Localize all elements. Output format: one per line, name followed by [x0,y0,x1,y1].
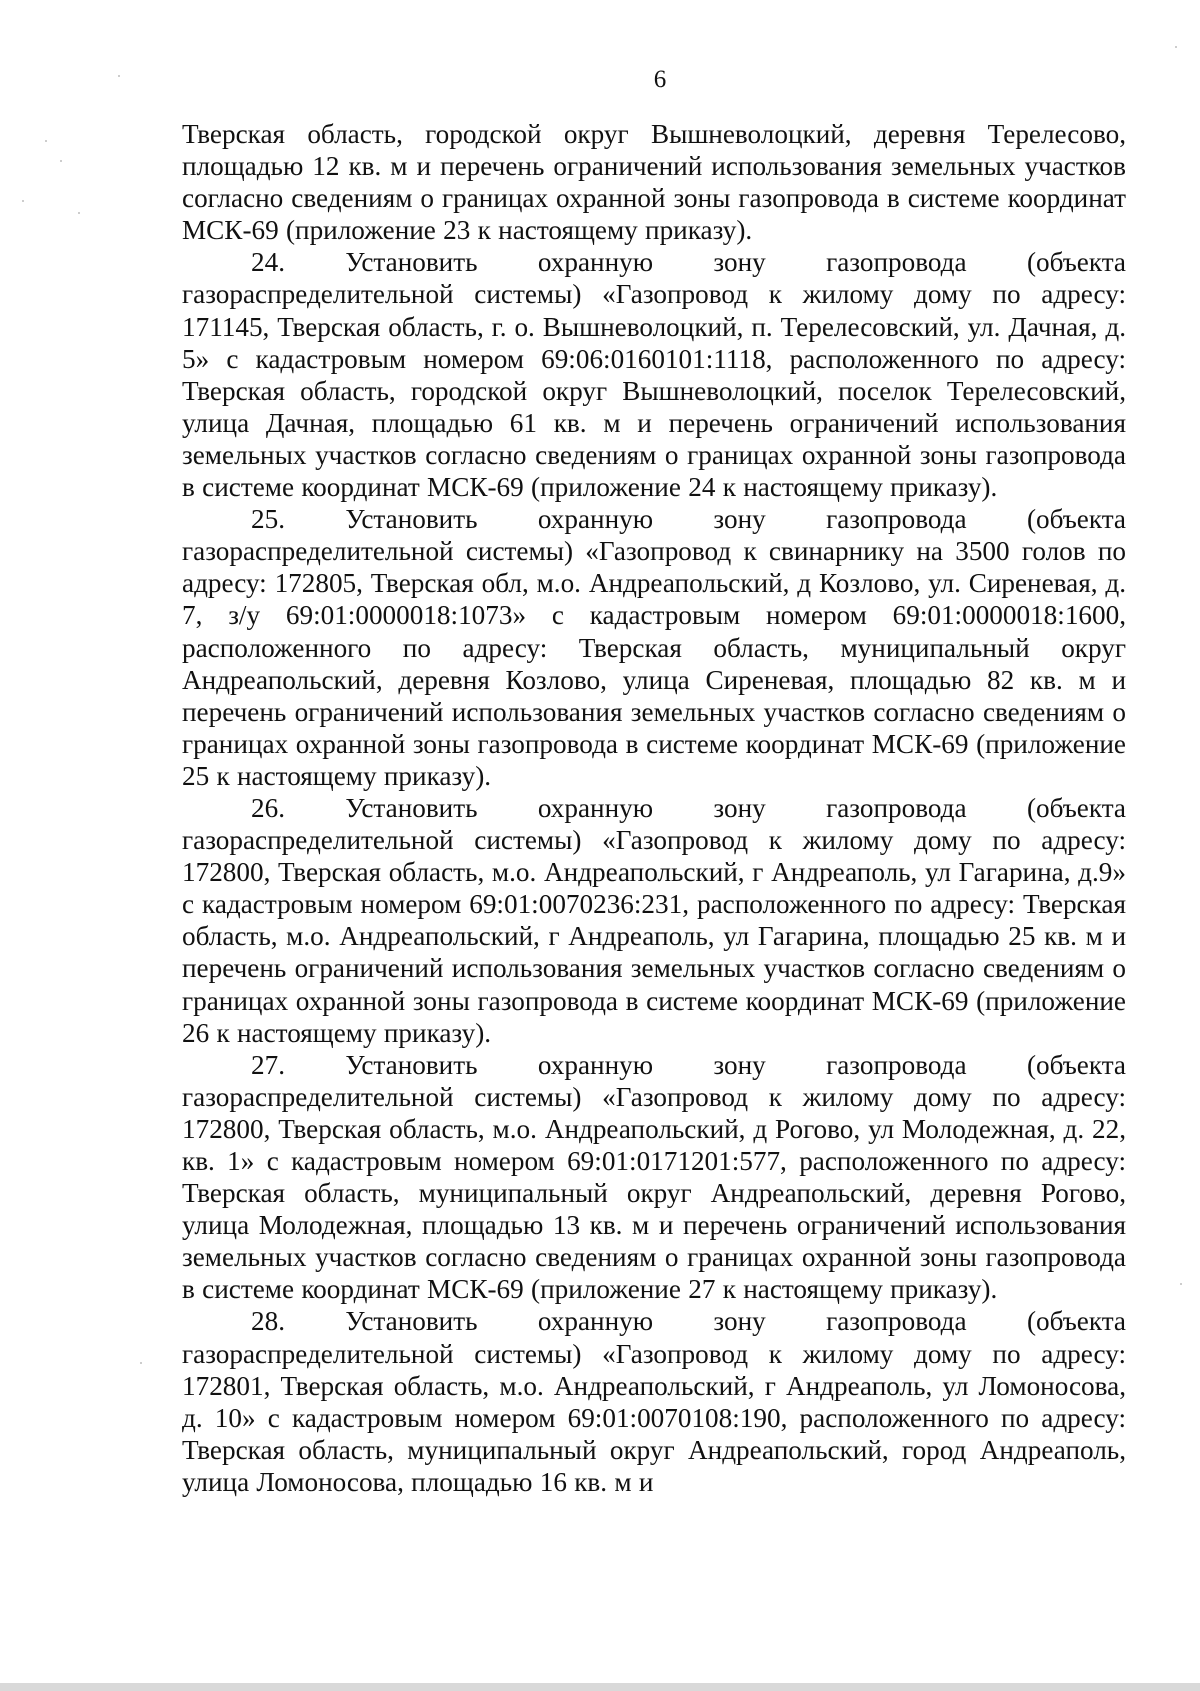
paragraph-item-26 [182,792,1126,1049]
scan-speck [78,212,80,214]
scan-speck [60,160,62,162]
scan-speck [118,75,120,77]
paragraph-text: Установить охранную зону газопровода (объекта газораспределительной системы) «Газопровод к жилому дому по адресу: 172800, Тверская область, м.о. Андреапольский, г Андреаполь, ул Гагарина, д.9» с кадастровым номером 69:01:0070236:231, расположенного по адресу: Тверская область, м.о. Андреапольский, г Андреаполь, ул Гагарина, площадью 25 кв. м и перечень ограничений использования земельных участков согласно сведениям о границах охранной зоны газопровода в системе координат МСК-69 (приложение 26 к настоящему приказу). [182,792,1127,1048]
paragraph-text: Тверская область, городской округ Вышневолоцкий, деревня Терелесово, площадью 12 кв. м и перечень ограничений использования земельных участков согласно сведениям о границах охранной зоны газопровода в системе координат МСК-69 (приложение 23 к настоящему приказу). [182,119,1126,246]
paragraph-text: Установить охранную зону газопровода (объекта газораспределительной системы) «Газопровод к жилому дому по адресу: 171145, Тверская область, г. о. Вышневолоцкий, п. Терелесовский, ул. Дачная, д. 5» с кадастровым номером 69:06:0160101:1118, расположенного по адресу: Тверская область, городской округ Вышневолоцкий, поселок Терелесовский, улица Дачная, площадью 61 кв. м и перечень ограничений использования земельных участков согласно сведениям о границах охранной зоны газопровода в системе координат МСК-69 (приложение 24 к настоящему приказу). [182,247,1127,503]
item-number: 26. [251,792,285,823]
paragraph-text: Установить охранную зону газопровода (объекта газораспределительной системы) «Газопровод к свинарнику на 3500 голов по адресу: 172805, Тверская обл, м.о. Андреапольский, д Козлово, ул. Сиреневая, д. 7, з/у 69:01:0000018:1073» с кадастровым номером 69:01:0000018:1600, расположенного по адресу: Тверская область, муниципальный округ Андреапольский, деревня Козлово, улица Сиреневая, площадью 82 кв. м и перечень ограничений использования земельных участков согласно сведениям о границах охранной зоны газопровода в системе координат МСК-69 (приложение 25 к настоящему приказу). [182,504,1127,791]
scan-speck [1175,46,1177,48]
scan-speck [1180,1283,1182,1285]
scan-speck [22,200,24,202]
paragraph-item-28 [182,1305,1126,1498]
item-number: 28. [251,1306,285,1337]
item-number: 25. [251,504,285,535]
paragraph-text: Установить охранную зону газопровода (объекта газораспределительной системы) «Газопровод к жилому дому по адресу: 172801, Тверская область, м.о. Андреапольский, г Андреаполь, ул Ломоносова, д. 10» с кадастровым номером 69:01:0070108:190, расположенного по адресу: Тверская область, муниципальный округ Андреапольский, город Андреаполь, улица Ломоносова, площадью 16 кв. м и [182,1306,1127,1497]
item-number: 24. [251,247,285,278]
paragraph-text: Установить охранную зону газопровода (объекта газораспределительной системы) «Газопровод к жилому дому по адресу: 172800, Тверская область, м.о. Андреапольский, д Рогово, ул Молодежная, д. 22, кв. 1» с кадастровым номером 69:01:0171201:577, расположенного по адресу: Тверская область, муниципальный округ Андреапольский, деревня Рогово, улица Молодежная, площадью 13 кв. м и перечень ограничений использования земельных участков согласно сведениям о границах охранной зоны газопровода в системе координат МСК-69 (приложение 27 к настоящему приказу). [182,1049,1127,1305]
page-number: 6 [653,66,667,93]
paragraph-item-24 [182,246,1126,503]
paragraph-item-27 [182,1049,1126,1306]
paragraph-continuation [182,118,1126,246]
document-body [182,118,1126,1498]
item-number: 27. [251,1049,285,1080]
scan-speck [45,140,47,142]
scan-speck [140,1362,142,1364]
scan-bottom-edge [0,1683,1200,1691]
paragraph-item-25 [182,503,1126,792]
